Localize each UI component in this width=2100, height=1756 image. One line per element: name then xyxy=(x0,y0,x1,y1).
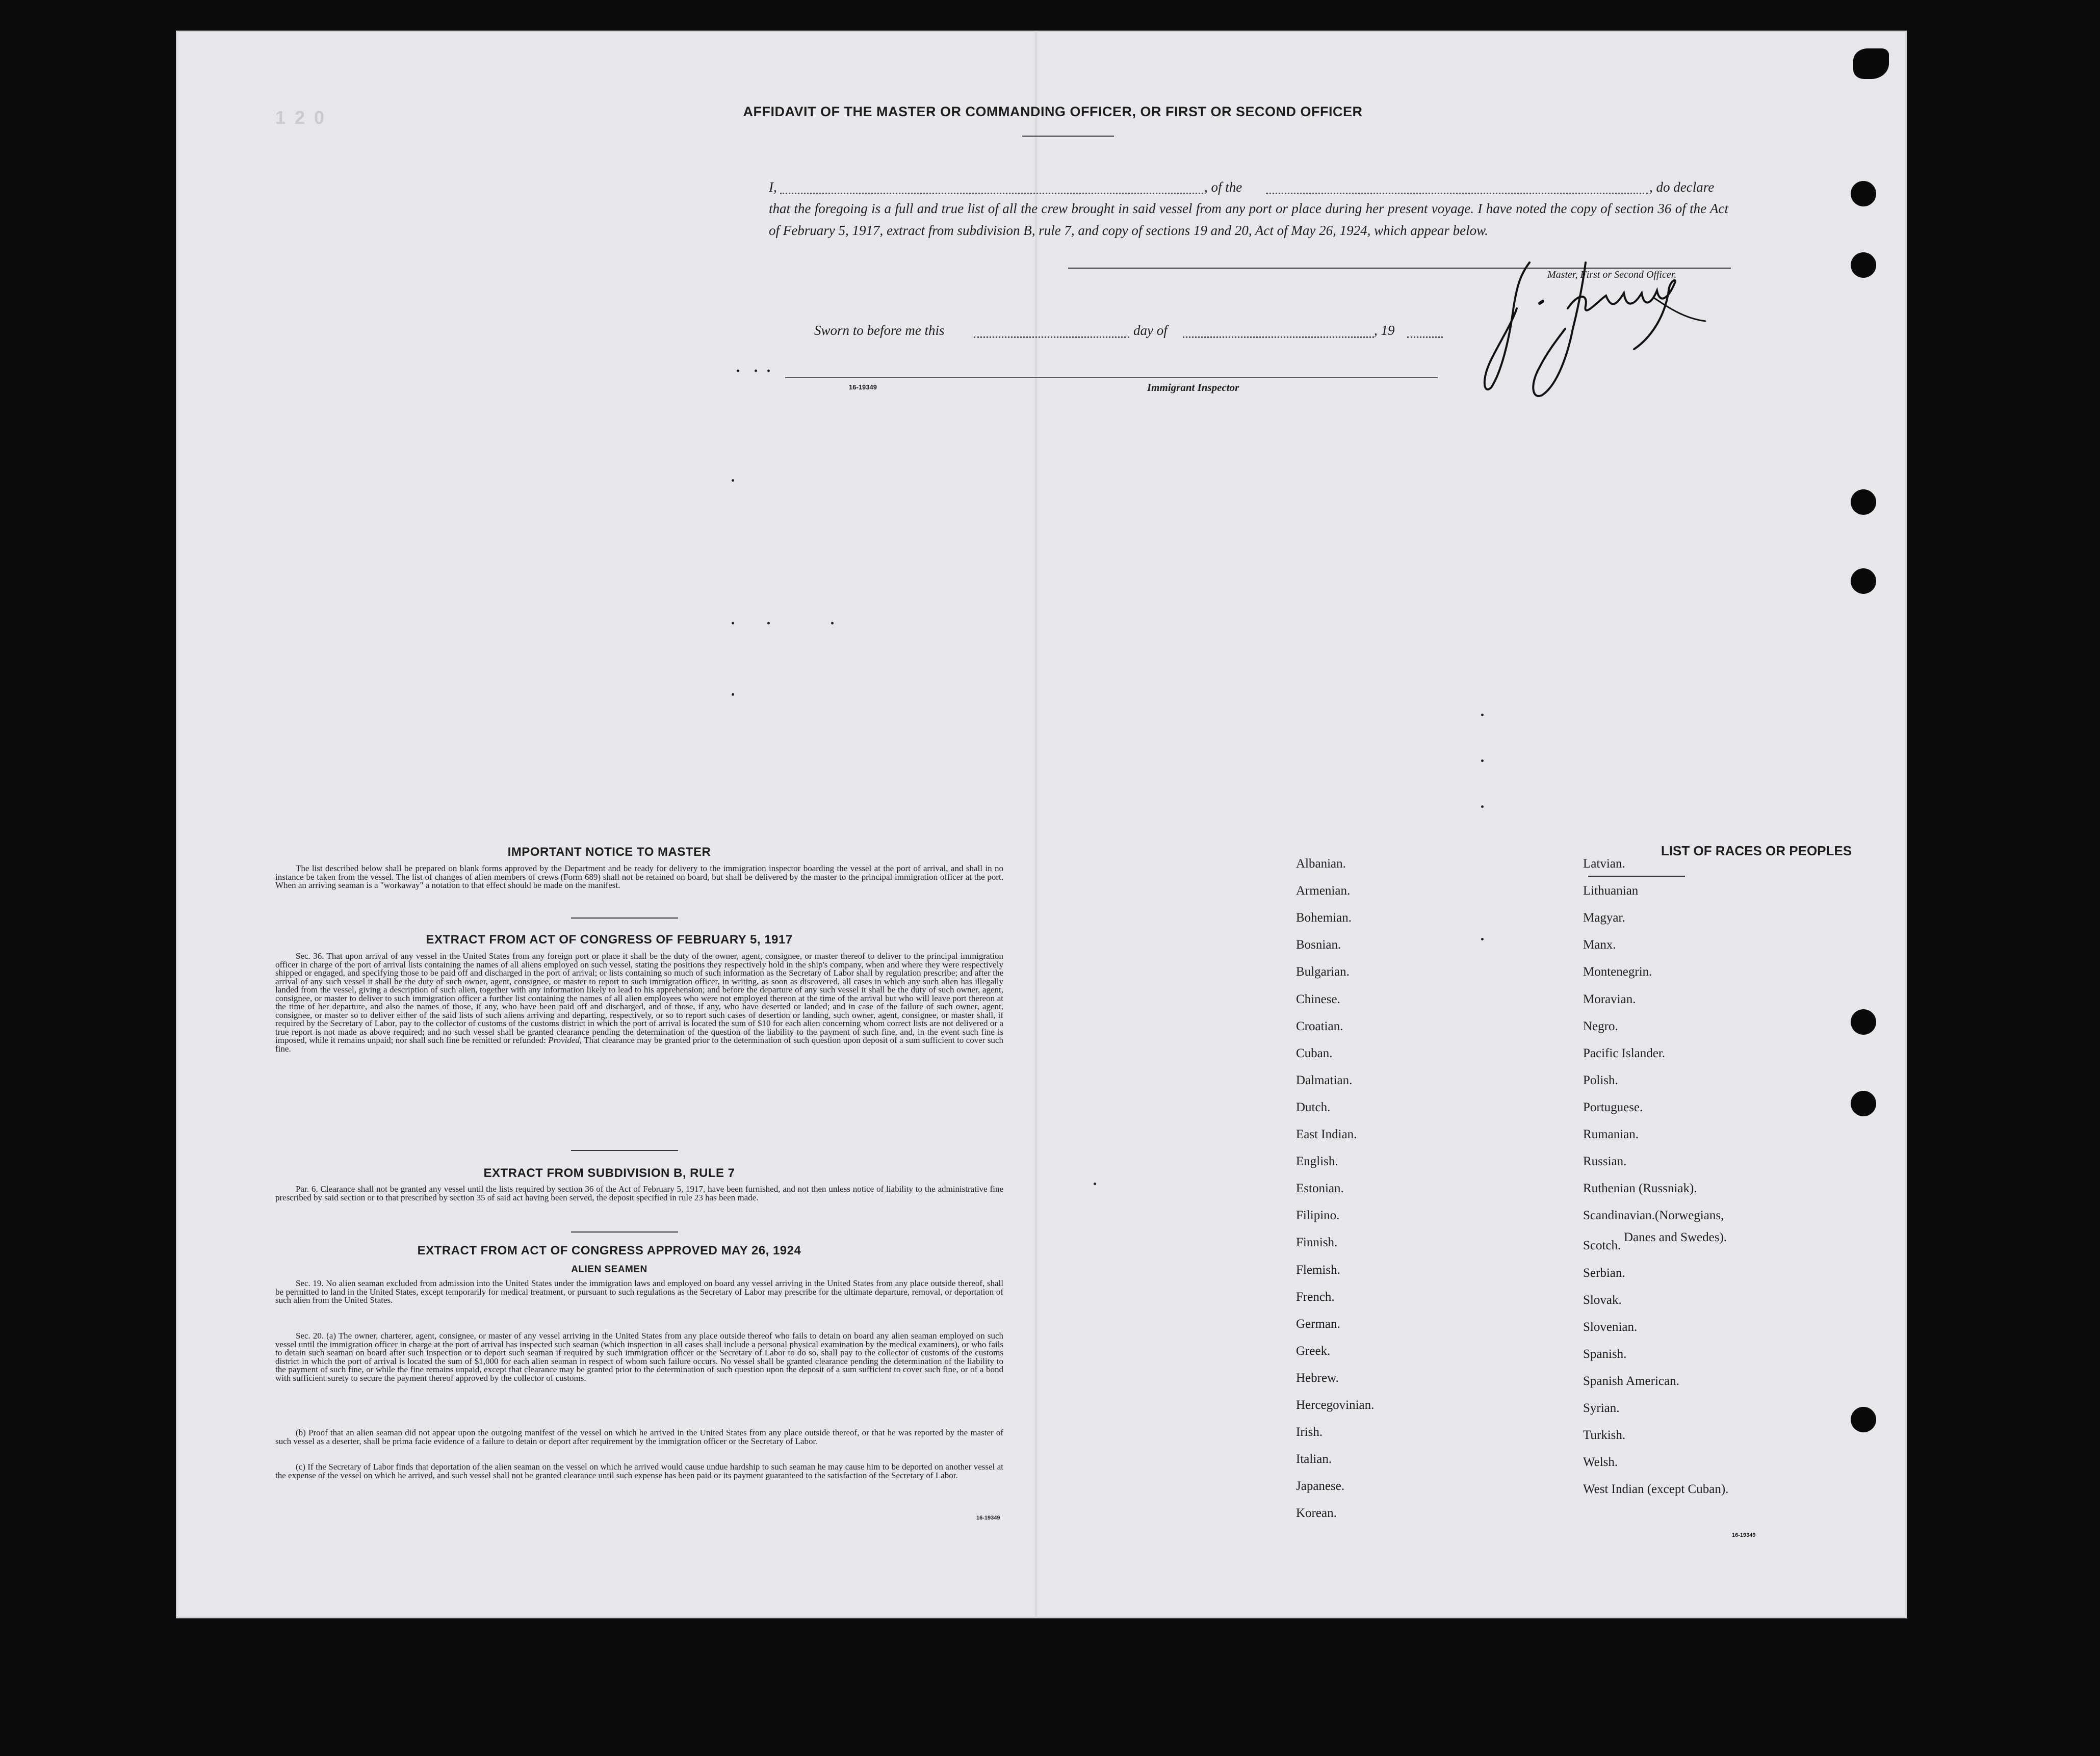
races-form-number: 16-19349 xyxy=(1732,1532,1756,1538)
affidavit-of-the-label: , of the xyxy=(1204,179,1242,195)
races-title: LIST OF RACES OR PEOPLES xyxy=(1661,843,1852,858)
alien-seamen-subtitle: ALIEN SEAMEN xyxy=(571,1264,647,1275)
race-item: Spanish. xyxy=(1583,1347,1627,1361)
race-item: Magyar. xyxy=(1583,911,1625,925)
race-item: Finnish. xyxy=(1296,1236,1338,1249)
race-item: Irish. xyxy=(1296,1425,1323,1439)
dust-speck xyxy=(732,693,734,696)
vessel-blank-line xyxy=(1266,193,1648,194)
race-item: East Indian. xyxy=(1296,1128,1357,1141)
race-item: Estonian. xyxy=(1296,1182,1344,1195)
race-item: Slovenian. xyxy=(1583,1320,1638,1334)
affidavit-i-label: I, xyxy=(769,179,777,195)
race-item: Korean. xyxy=(1296,1506,1337,1520)
race-item: Spanish American. xyxy=(1583,1374,1679,1388)
dust-speck xyxy=(732,622,734,624)
document-sheet xyxy=(176,31,1907,1618)
dust-speck xyxy=(767,622,770,624)
day-of-label: day of xyxy=(1133,323,1168,338)
sec20a-text: Sec. 20. (a) The owner, charterer, agent, consignee, or master of any vessel arriving in the United States from any place outside thereof who fails to detain on board any alien seaman employed on such vessel until the immigration officer in charge at the port of arrival has inspected such seaman (which inspection in all cases shall include a personal physical examination by the medical examiners), or who fails to detain such seaman on board after such inspection or to deport such seaman if required by such immigration officer or the Secretary of Labor to do so, shall pay to the collector of customs of the customs district in which the port of arrival is located the sum of $1,000 for each alien seaman in respect of whom such failure occurs. No vessel shall be granted clearance pending the determination of the liability to the payment of such fine, or while the fine remains unpaid, except that clearance may be granted prior to the determination of such question upon the deposit of a sum sufficient to cover such fine, or of a bond with sufficient surety to secure the payment thereof approved by the collector of customs. xyxy=(275,1331,1003,1383)
race-item: German. xyxy=(1296,1317,1340,1331)
punch-hole xyxy=(1851,181,1876,206)
race-item: Albanian. xyxy=(1296,857,1346,871)
race-item: Armenian. xyxy=(1296,884,1351,898)
year-blank xyxy=(1407,336,1443,338)
race-item: Manx. xyxy=(1583,938,1616,952)
dust-speck xyxy=(1481,714,1484,716)
punch-hole xyxy=(1851,1407,1876,1432)
punch-hole xyxy=(1851,568,1876,594)
form-number: 16-19349 xyxy=(849,383,877,391)
sec20b-text: (b) Proof that an alien seaman did not appear upon the outgoing manifest of the vessel on which he arrived in the United States from any place outside thereof, or that he was reported by the master of such vessel as a deserter, shall be prima facie evidence of a failure to detain or deport after requirement by the immigration officer or the Secretary of Labor. xyxy=(275,1428,1003,1446)
dust-speck xyxy=(732,479,734,482)
punch-hole xyxy=(1851,1009,1876,1035)
dust-speck xyxy=(1481,805,1484,808)
race-item: Turkish. xyxy=(1583,1428,1626,1442)
rule7-rule xyxy=(571,1231,678,1233)
race-item: West Indian (except Cuban). xyxy=(1583,1482,1729,1496)
race-item: Bulgarian. xyxy=(1296,965,1350,979)
punch-hole xyxy=(1851,1091,1876,1116)
notice-rule xyxy=(571,918,678,919)
punch-hole xyxy=(1851,489,1876,515)
race-item: Croatian. xyxy=(1296,1019,1343,1033)
inspector-signature-line xyxy=(785,377,1438,378)
inspector-caption: Immigrant Inspector xyxy=(1147,381,1239,394)
sec36-provided: That clearance may be granted prior to the determination of such question upon deposit of a sum sufficient to cover such fine. xyxy=(275,1035,1003,1054)
race-item: Dutch. xyxy=(1296,1100,1331,1114)
dust-speck xyxy=(767,370,770,372)
race-item: Rumanian. xyxy=(1583,1128,1639,1141)
race-item: Negro. xyxy=(1583,1019,1618,1033)
race-item: Danes and Swedes). xyxy=(1624,1230,1727,1244)
race-item: Ruthenian (Russniak). xyxy=(1583,1182,1697,1195)
name-blank-line xyxy=(780,193,1203,194)
sworn-day-blank xyxy=(974,336,1129,338)
race-item: Greek. xyxy=(1296,1344,1331,1358)
provided-word: Provided, xyxy=(548,1035,582,1045)
rule7-title: EXTRACT FROM SUBDIVISION B, RULE 7 xyxy=(483,1166,735,1180)
dust-speck xyxy=(1481,938,1484,940)
dust-speck xyxy=(1094,1183,1096,1185)
race-item: Pacific Islander. xyxy=(1583,1046,1666,1060)
sec36-main: Sec. 36. That upon arrival of any vessel in the United States from any foreign port or place it shall be the duty of the owner, agent, consignee, or master thereof to deliver to the principal immigration officer in charge of the port of arrival lists containing the names of all aliens employed on such vessel, stating the positions they respectively hold in the ship's company, when and where they were respectively shipped or engaged, and specifying those to be paid off and discharged in the port of arrival; or lists containing so much of such information as the Secretary of Labor shall by regulation prescribe; and after the arrival of any such vessel it shall be the duty of such owner, agent, consignee, or master to report to such immigration officer, in writing, as soon as discovered, all cases in which any such alien has illegally landed from the vessel, giving a description of such alien, together with any information likely to lead to his apprehension; and before the departure of any such vessel it shall be the duty of such owner, agent, consignee, or master to deliver to such immigration officer a further list containing the names of all alien employees who were not employed thereon at the time of the arrival but who will leave port thereon at the time of her departure, and also the names of those, if any, who have been paid off and discharged, and of those, if any, who have deserted or landed; and in case of the failure of such owner, agent, consignee, or master so to deliver either of the said lists of such aliens arriving and departing, respectively, or so to report such cases of desertion or landing, such owner, agent, consignee, or master shall, if required by the Secretary of Labor, pay to the collector of customs of the customs district in which the port of arrival is located the sum of $10 for each alien concerning whom correct lists are not delivered or a true report is not made as above required; and no such vessel shall be granted clearance pending the determination of the question of the liability to the payment of such fine, and, in the event such fine is imposed, while it remains unpaid; nor shall such fine be remitted or refunded: xyxy=(275,951,1003,1045)
extract-form-number: 16-19349 xyxy=(976,1515,1000,1521)
master-handwritten-signature xyxy=(1481,252,1716,405)
race-item: Welsh. xyxy=(1583,1455,1618,1469)
race-item: Bosnian. xyxy=(1296,938,1341,952)
race-item: Portuguese. xyxy=(1583,1100,1643,1114)
race-item: Dalmatian. xyxy=(1296,1073,1353,1087)
notice-title: IMPORTANT NOTICE TO MASTER xyxy=(507,845,711,859)
extract-1917-title: EXTRACT FROM ACT OF CONGRESS OF FEBRUARY 5, 1917 xyxy=(426,933,793,947)
punch-hole xyxy=(1851,252,1876,278)
race-item: Slovak. xyxy=(1583,1293,1622,1307)
race-item: Filipino. xyxy=(1296,1209,1340,1222)
race-item: Latvian. xyxy=(1583,857,1625,871)
master-caption: Master, First or Second Officer. xyxy=(1547,269,1677,280)
races-rule xyxy=(1588,876,1685,877)
race-item: Chinese. xyxy=(1296,992,1340,1006)
dust-speck xyxy=(1481,759,1484,762)
affidavit-declare-label: , do declare xyxy=(1649,179,1715,195)
race-item: Italian. xyxy=(1296,1452,1332,1466)
fold-line xyxy=(1035,31,1037,1618)
race-item: Cuban. xyxy=(1296,1046,1333,1060)
race-item: Flemish. xyxy=(1296,1263,1340,1277)
race-item: Japanese. xyxy=(1296,1479,1345,1493)
extract-1917-rule xyxy=(571,1150,678,1151)
notice-text: The list described below shall be prepared on blank forms approved by the Department and be ready for delivery to the immigration inspector boarding the vessel at the port of arrival, and shall in no instance be taken from the vessel. The list of changes of alien members of crews (Form 689) shall not be retained on board, but shall be delivered by the master to the principal immigration officer at the port. When an arriving seaman is a "workaway" a notation to that effect should be made on the manifest. xyxy=(275,863,1003,890)
race-item: Syrian. xyxy=(1583,1401,1620,1415)
race-item: Montenegrin. xyxy=(1583,965,1652,979)
sec20c-text: (c) If the Secretary of Labor finds that deportation of the alien seaman on the vessel on which he arrived would cause undue hardship to such seaman he may cause him to be deported on another vessel at the expense of the vessel on which he arrived, and such vessel shall not be granted clearance until such expense has been paid or its payment guaranteed to the satisfaction of the Secretary of Labor. xyxy=(275,1462,1003,1480)
torn-corner xyxy=(1853,48,1889,79)
dust-speck xyxy=(737,370,739,372)
sworn-label: Sworn to before me this xyxy=(814,323,945,338)
race-item: Lithuanian xyxy=(1583,884,1639,898)
race-item: Scotch. xyxy=(1583,1239,1621,1252)
affidavit-title: AFFIDAVIT OF THE MASTER OR COMMANDING OFFICER, OR FIRST OR SECOND OFFICER xyxy=(743,104,1363,119)
affidavit-body: that the foregoing is a full and true list of all the crew brought in said vessel from any port or place during her present voyage. I have noted the copy of section 36 of the Act of February 5, 1917, extract from subdivision B, rule 7, and copy of sections 19 and 20, Act of May 26, 1924, which appear below. xyxy=(769,201,1728,238)
title-rule xyxy=(1022,136,1114,137)
race-item: Bohemian. xyxy=(1296,911,1352,925)
race-item: Hebrew. xyxy=(1296,1371,1339,1385)
dust-speck xyxy=(755,370,757,372)
race-item: Russian. xyxy=(1583,1155,1627,1168)
year-label: , 19 xyxy=(1374,323,1395,338)
race-item: Hercegovinian. xyxy=(1296,1398,1375,1412)
extract-1917-text xyxy=(275,952,1003,1053)
race-item: Serbian. xyxy=(1583,1266,1625,1280)
dust-speck xyxy=(831,622,834,624)
extract-1924-title: EXTRACT FROM ACT OF CONGRESS APPROVED MAY 26, 1924 xyxy=(417,1244,801,1257)
race-item: English. xyxy=(1296,1155,1338,1168)
race-item: Moravian. xyxy=(1583,992,1636,1006)
race-item: Polish. xyxy=(1583,1073,1618,1087)
faint-stamp: 1 2 0 xyxy=(275,107,327,128)
race-item: Scandinavian.(Norwegians, xyxy=(1583,1209,1724,1222)
sec19-text: Sec. 19. No alien seaman excluded from admission into the United States under the immigration laws and employed on board any vessel arriving in the United States from any place outside thereof, shall be permitted to land in the United States, except temporarily for medical treatment, or pursuant to such regulations as the Secretary of Labor may prescribe for the ultimate departure, removal, or deportation of such alien from the United States. xyxy=(275,1278,1003,1305)
race-item: French. xyxy=(1296,1290,1335,1304)
rule7-text: Par. 6. Clearance shall not be granted any vessel until the lists required by section 36 of the Act of February 5, 1917, have been furnished, and not then unless notice of liability to the administrative fine prescribed by said section or to that prescribed by section 35 of said act having been served, the deposit specified in rule 23 has been made. xyxy=(275,1184,1003,1202)
month-blank xyxy=(1183,336,1374,338)
